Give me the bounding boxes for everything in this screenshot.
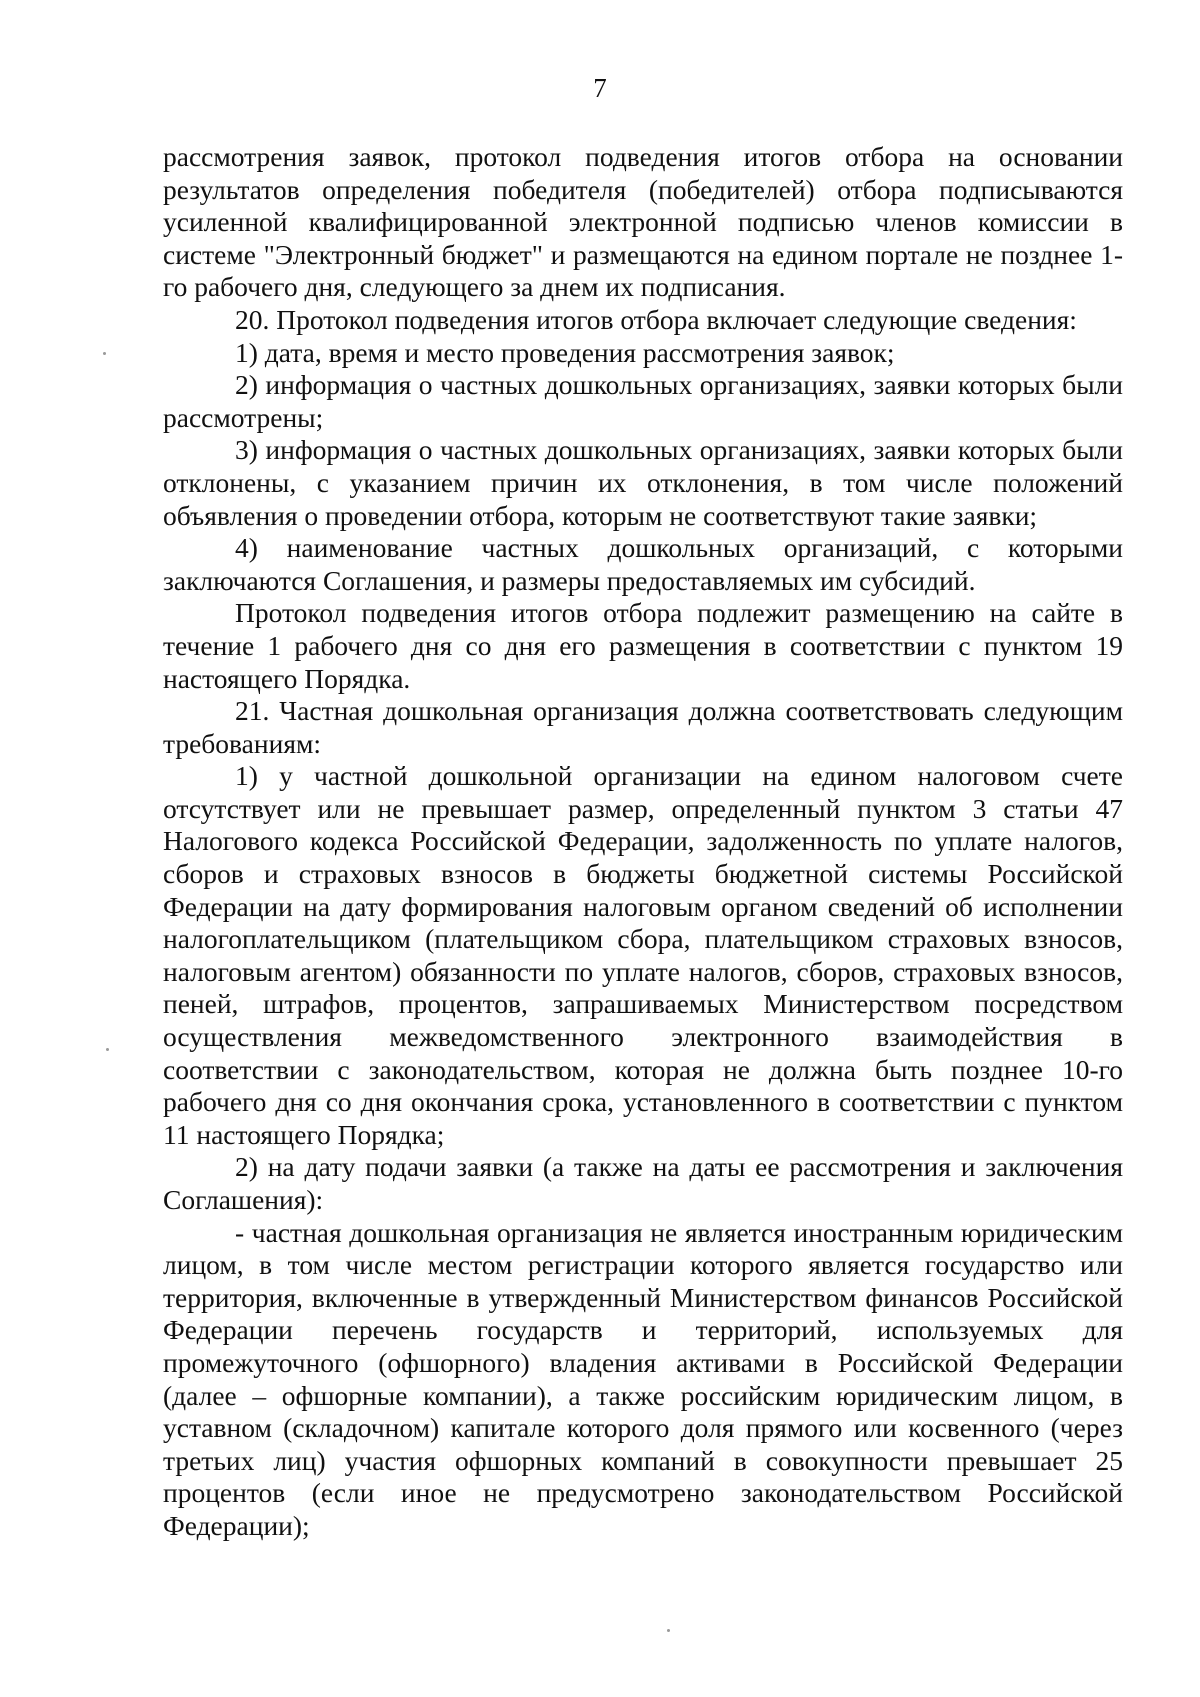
scan-speck bbox=[667, 1629, 670, 1632]
paragraph-item-21: 21. Частная дошкольная организация должна соответствовать следующим требованиям: bbox=[163, 695, 1123, 759]
paragraph-item-20-1: 1) дата, время и место проведения рассмотрения заявок; bbox=[235, 336, 895, 368]
paragraph-protocol-publication: Протокол подведения итогов отбора подлежит размещению на сайте в течение 1 рабочего дня со дня его размещения в соответствии с пунктом 19 настоящего Порядка. bbox=[163, 597, 1123, 694]
paragraph-item-21-2: 2) на дату подачи заявки (а также на даты ее рассмотрения и заключения Соглашения): bbox=[163, 1151, 1123, 1215]
page-number: 7 bbox=[593, 73, 607, 103]
paragraph-item-21-1: 1) у частной дошкольной организации на едином налоговом счете отсутствует или не превышает размер, определенный пунктом 3 статьи 47 Налогового кодекса Российской Федерации, задолженность по уплате налогов, сборов и страховых взносов в бюджеты бюджетной системы Российской Федерации на дату формирования налоговым органом сведений об исполнении налогоплательщиком (плательщиком сбора, плательщиком страховых взносов, налоговым агентом) обязанности по уплате налогов, сборов, страховых взносов, пеней, штрафов, процентов, запрашиваемых Министерством посредством осуществления межведомственного электронного взаимодействия в соответствии с законодательством, которая не должна быть позднее 10-го рабочего дня со дня окончания срока, установленного в соответствии с пунктом 11 настоящего Порядка; bbox=[163, 760, 1123, 1150]
paragraph-item-20-3: 3) информация о частных дошкольных организациях, заявки которых были отклонены, с указанием причин их отклонения, в том числе положений объявления о проведении отбора, которым не соответствуют такие заявки; bbox=[163, 434, 1123, 531]
paragraph-continuation: рассмотрения заявок, протокол подведения итогов отбора на основании результатов определения победителя (победителей) отбора подписываются усиленной квалифицированной электронной подписью членов комиссии в системе "Электронный бюджет" и размещаются на едином портале не позднее 1-го рабочего дня, следующего за днем их подписания. bbox=[163, 141, 1123, 303]
paragraph-item-21-2-dash: - частная дошкольная организация не является иностранным юридическим лицом, в том числе местом регистрации которого является государство или территория, включенные в утвержденный Министерством финансов Российской Федерации перечень государств и территорий, используемых для промежуточного (офшорного) владения активами в Российской Федерации (далее – офшорные компании), а также российским юридическим лицом, в уставном (складочном) капитале которого доля прямого или косвенного (через третьих лиц) участия офшорных компаний в совокупности превышает 25 процентов (если иное не предусмотрено законодательством Российской Федерации); bbox=[163, 1216, 1123, 1541]
scan-speck bbox=[103, 352, 106, 355]
paragraph-item-20-2: 2) информация о частных дошкольных организациях, заявки которых были рассмотрены; bbox=[163, 369, 1123, 433]
scan-speck bbox=[106, 1048, 109, 1051]
paragraph-item-20: 20. Протокол подведения итогов отбора включает следующие сведения: bbox=[235, 303, 1077, 335]
document-body bbox=[163, 141, 1123, 1543]
paragraph-item-20-4: 4) наименование частных дошкольных организаций, с которыми заключаются Соглашения, и размеры предоставляемых им субсидий. bbox=[163, 532, 1123, 596]
